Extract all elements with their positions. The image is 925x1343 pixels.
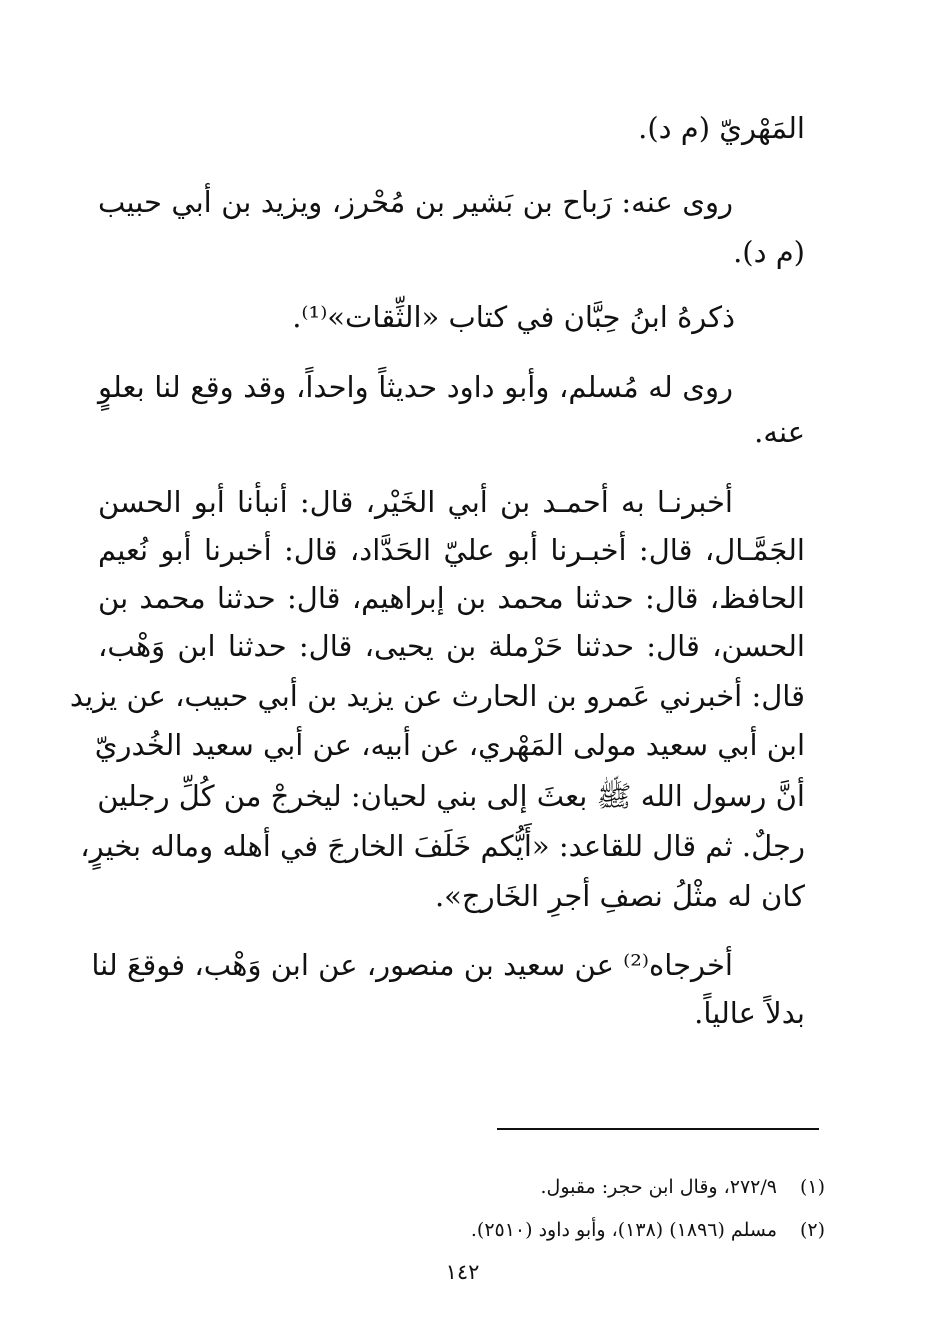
footnote-separator xyxy=(497,1128,819,1130)
text-line: أنَّ رسول الله ﷺ بعثَ إلى بني لحيان: ليخرجْ من كُلِّ رجلين xyxy=(97,779,805,813)
footnote xyxy=(541,1174,825,1200)
text-line: الحافظ، قال: حدثنا محمد بن إبراهيم، قال: حدثنا محمد بن xyxy=(98,581,805,615)
text-line: المَهْريّ (م د). xyxy=(638,111,805,145)
footnote xyxy=(471,1217,825,1243)
footnote-number: (٢) xyxy=(799,1219,825,1241)
text-line: روى له مُسلم، وأبو داود حديثاً واحداً، وقد وقع لنا بعلوٍ xyxy=(98,370,733,404)
text-line: بدلاً عالياً. xyxy=(694,996,805,1030)
footnote-text: ٢٧٢/٩، وقال ابن حجر: مقبول. xyxy=(540,1176,777,1198)
footnote-text: مسلم (١٨٩٦) (١٣٨)، وأبو داود (٢٥١٠). xyxy=(470,1219,777,1241)
text-line: ذكرهُ ابنُ حِبَّان في كتاب «الثِّقات»⁽¹⁾. xyxy=(292,300,735,334)
footnote-number: (١) xyxy=(799,1176,825,1198)
text-line: الحسن، قال: حدثنا حَرْملة بن يحيى، قال: حدثنا ابن وَهْب، xyxy=(98,629,805,663)
text-line: أخبرنـا به أحمـد بن أبي الخَيْر، قال: أنبأنا أبو الحسن xyxy=(98,485,733,519)
text-line: روى عنه: رَباح بن بَشير بن مُحْرز، ويزيد بن أبي حبيب xyxy=(98,185,733,219)
text-line: ابن أبي سعيد مولى المَهْري، عن أبيه، عن أبي سعيد الخُدريّ xyxy=(94,728,805,762)
text-line: (م د). xyxy=(733,235,805,269)
text-line: رجلٌ. ثم قال للقاعد: «أَيُّكم خَلَفَ الخارجَ في أهله وماله بخيرٍ، xyxy=(80,829,805,863)
text-line: قال: أخبرني عَمرو بن الحارث عن يزيد بن أبي حبيب، عن يزيد xyxy=(69,679,805,713)
page-number: ١٤٢ xyxy=(445,1260,480,1284)
text-line: الجَمَّـال، قال: أخبـرنا أبو عليّ الحَدَّاد، قال: أخبرنا أبو نُعيم xyxy=(98,533,805,567)
text-line: أخرجاه⁽²⁾ عن سعيد بن منصور، عن ابن وَهْب، فوقعَ لنا xyxy=(91,948,733,982)
text-line: كان له مثْلُ نصفِ أجرِ الخَارج». xyxy=(434,879,805,913)
text-line: عنه. xyxy=(754,415,805,449)
